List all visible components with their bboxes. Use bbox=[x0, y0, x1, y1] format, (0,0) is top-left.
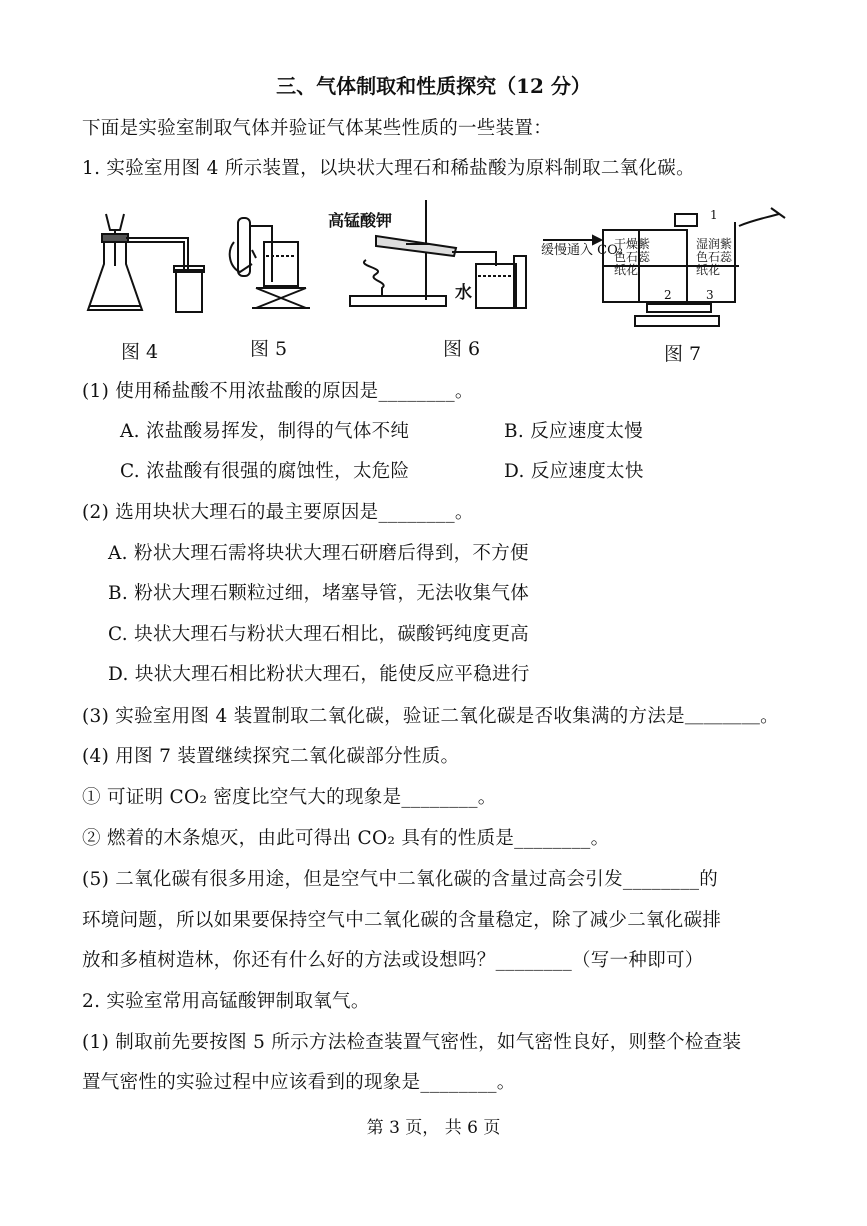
q1-p1-stem: (1) 使用稀盐酸不用浓盐酸的原因是________。 bbox=[82, 381, 474, 402]
q1-p4-item-2: ② 燃着的木条熄灭，由此可得出 CO₂ 具有的性质是________。 bbox=[82, 828, 610, 849]
section-title: 三、气体制取和性质探究（12 分） bbox=[276, 74, 591, 98]
page-footer: 第 3 页， 共 6 页 bbox=[366, 1118, 501, 1138]
figure-5-caption: 图 5 bbox=[250, 338, 288, 360]
q1-p1-option-a: A. 浓盐酸易挥发，制得的气体不纯 bbox=[120, 421, 410, 442]
figure-7-wet-flower-label: 湿润紫色石蕊纸花 bbox=[696, 237, 733, 277]
q1-p2-option-d: D. 块状大理石相比粉状大理石，能使反应平稳进行 bbox=[108, 664, 530, 685]
figure-6-water-label: 水 bbox=[455, 283, 472, 303]
q2-p1-line-1: (1) 制取前先要按图 5 所示方法检查装置气密性，如气密性良好，则整个检查装 bbox=[82, 1032, 742, 1053]
q1-p2-option-b: B. 粉状大理石颗粒过细，堵塞导管，无法收集气体 bbox=[108, 583, 530, 604]
figure-7-dry-flower-label: 干燥紫色石蕊纸花 bbox=[614, 237, 651, 277]
figure-6-apparatus bbox=[346, 196, 536, 314]
figure-7-caption: 图 7 bbox=[664, 343, 702, 365]
figure-6-caption: 图 6 bbox=[443, 338, 481, 360]
q1-p2-option-c: C. 块状大理石与粉状大理石相比，碳酸钙纯度更高 bbox=[108, 624, 529, 645]
q1-p3: (3) 实验室用图 4 装置制取二氧化碳，验证二氧化碳是否收集满的方法是＿＿＿＿。 bbox=[82, 706, 779, 727]
figure-5-apparatus bbox=[226, 212, 322, 312]
figure-7-label-1: 1 bbox=[710, 208, 718, 222]
q1-p4-item-1: ① 可证明 CO₂ 密度比空气大的现象是________。 bbox=[82, 787, 497, 808]
q1-p4-stem: (4) 用图 7 装置继续探究二氧化碳部分性质。 bbox=[82, 746, 460, 767]
figure-7-apparatus bbox=[539, 204, 791, 330]
figure-4-caption: 图 4 bbox=[121, 341, 159, 363]
q1-p5-line-2: 环境问题，所以如果要保持空气中二氧化碳的含量稳定，除了减少二氧化碳排 bbox=[82, 910, 722, 931]
q2-p1-line-2: 置气密性的实验过程中应该看到的现象是________。 bbox=[82, 1072, 516, 1093]
q1-p1-option-c: C. 浓盐酸有很强的腐蚀性，太危险 bbox=[120, 461, 410, 482]
q1-stem: 1. 实验室用图 4 所示装置，以块状大理石和稀盐酸为原料制取二氧化碳。 bbox=[82, 158, 695, 179]
q2-stem: 2. 实验室常用高锰酸钾制取氧气。 bbox=[82, 991, 370, 1012]
q1-p2-stem: (2) 选用块状大理石的最主要原因是________。 bbox=[82, 502, 474, 523]
q1-p1-option-d: D. 反应速度太快 bbox=[504, 461, 644, 482]
q1-p2-option-a: A. 粉状大理石需将块状大理石研磨后得到，不方便 bbox=[108, 543, 529, 564]
q1-p5-line-1: (5) 二氧化碳有很多用途，但是空气中二氧化碳的含量过高会引发________的 bbox=[82, 869, 719, 890]
intro-text: 下面是实验室制取气体并验证气体某些性质的一些装置： bbox=[82, 118, 553, 139]
figure-7-label-2: 2 bbox=[664, 288, 672, 302]
figure-6-reagent-label: 高锰酸钾 bbox=[328, 211, 393, 230]
figure-7-inlet-label: 缓慢通入 CO₂ bbox=[541, 243, 623, 258]
q1-p1-option-b: B. 反应速度太慢 bbox=[504, 421, 644, 442]
q1-p5-line-3: 放和多植树造林，你还有什么好的方法或设想吗？________（写一种即可） bbox=[82, 950, 704, 971]
figure-7-label-3: 3 bbox=[706, 288, 714, 302]
figure-4-apparatus bbox=[84, 206, 214, 318]
